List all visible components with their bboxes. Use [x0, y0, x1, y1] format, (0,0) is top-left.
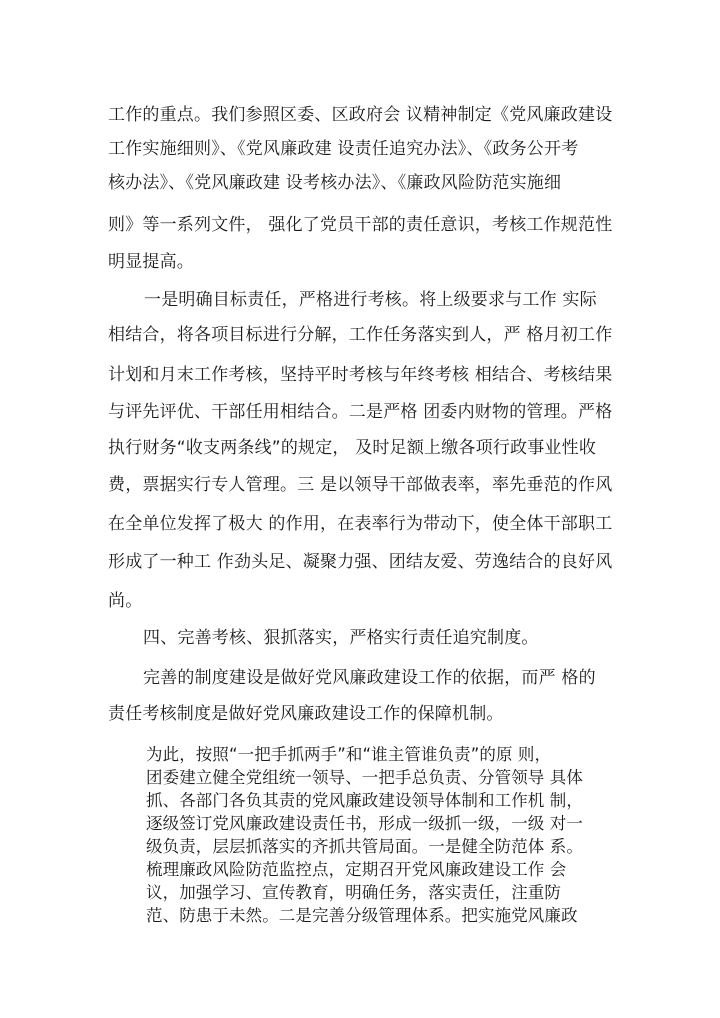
text-line: 议，加强学习、宣传教育，明确任务，落实责任，注重防	[146, 883, 561, 902]
text-line: 抓、各部门各负其责的党风廉政建设领导体制和工作机 制，	[146, 791, 583, 810]
text-line: 责任考核制度是做好党风廉政建设工作的保障机制。	[108, 704, 504, 724]
text-line: 计划和月末工作考核，坚持平时考核与年终考核 相结合、考核结果	[108, 365, 613, 385]
text-line: 级负责，层层抓落实的齐抓共管局面。一是健全防范体 系。	[146, 837, 583, 856]
text-line: 明显提高。	[108, 252, 194, 272]
text-line: 执行财务“收支两条线”的规定， 及时足额上缴各项行政事业性收	[108, 438, 597, 458]
text-line: 工作的重点。我们参照区委、区政府会 议精神制定《党风廉政建设	[108, 105, 613, 125]
text-line: 逐级签订党风廉政建设责任书，形成一级抓一级，一级 对一	[146, 814, 583, 833]
text-line: 范、防患于未然。二是完善分级管理体系。把实施党风廉政	[146, 906, 578, 925]
text-line: 一是明确目标责任，严格进行考核。将上级要求与工作 实际	[144, 290, 597, 310]
text-line: 完善的制度建设是做好党风廉政建设工作的依据，而严 格的	[143, 668, 596, 688]
text-line: 尚。	[108, 591, 143, 611]
text-line: 与评先评优、干部任用相结合。二是严格 团委内财物的管理。严格	[108, 402, 613, 422]
text-line: 团委建立健全党组统一领导、一把手总负责、分管领导 具体	[146, 768, 583, 787]
section-heading: 四、完善考核、狠抓落实，严格实行责任追究制度。	[143, 628, 539, 648]
text-line: 相结合，将各项目标进行分解，工作任务落实到人，严 格月初工作	[108, 325, 613, 345]
text-line: 核办法》、《党风廉政建 设考核办法》、《廉政风险防范实施细	[108, 173, 562, 193]
text-line: 在全单位发挥了极大 的作用，在表率行为带动下，使全体干部职工	[108, 514, 613, 534]
text-line: 费，票据实行专人管理。三 是以领导干部做表率，率先垂范的作风	[108, 475, 613, 495]
text-line: 梳理廉政风险防范监控点，定期召开党风廉政建设工作 会	[146, 860, 567, 879]
text-line: 形成了一种工 作劲头足、凝聚力强、团结友爱、劳逸结合的良好风	[108, 552, 613, 572]
text-line: 为此，按照“一把手抓两手”和“谁主管谁负责”的原 则，	[146, 745, 552, 764]
text-line: 则》等一系列文件， 强化了党员干部的责任意识，考核工作规范性	[108, 215, 613, 235]
text-line: 工作实施细则》、《党风廉政建 设责任追究办法》、《政务公开考	[108, 139, 579, 159]
